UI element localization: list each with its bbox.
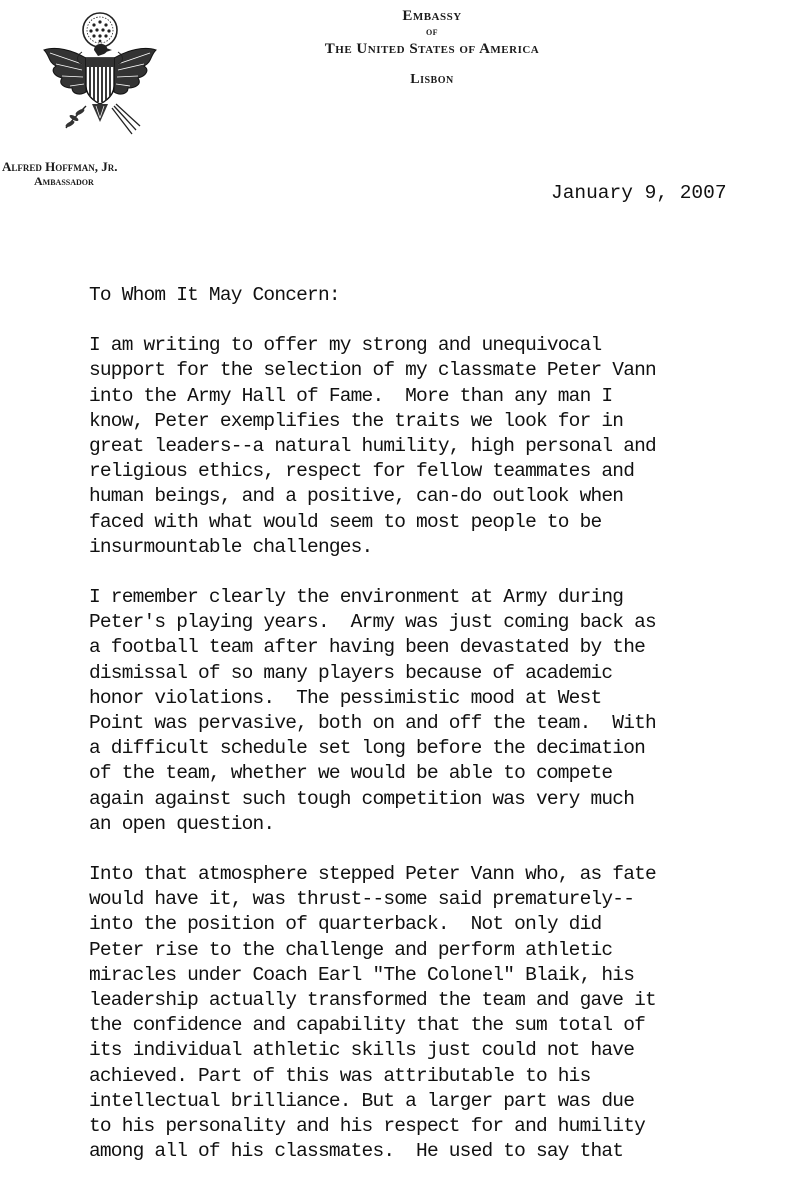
paragraph-line: intellectual brilliance. But a larger part was due (89, 1089, 635, 1112)
signer-block (0, 160, 210, 188)
signer-title: Ambassador (34, 174, 94, 188)
salutation: To Whom It May Concern: (89, 284, 340, 306)
paragraph-line: achieved. Part of this was attributable to his (89, 1064, 591, 1087)
paragraph-line: into the Army Hall of Fame. More than any man I (89, 384, 613, 407)
paragraph-line: into the position of quarterback. Not only did (89, 913, 602, 936)
paragraph-line: I am writing to offer my strong and unequivocal (89, 334, 602, 357)
great-seal-eagle-icon (36, 6, 162, 142)
paragraph-line: to his personality and his respect for and humility (89, 1115, 645, 1138)
letterhead-embassy: Embassy (402, 8, 462, 24)
paragraph-line: faced with what would seem to most people to be (89, 510, 602, 533)
paragraph-line: of the team, whether we would be able to compete (89, 762, 613, 785)
paragraph-line: an open question. (89, 812, 275, 835)
paragraph-line: human beings, and a positive, can-do outlook when (89, 485, 624, 508)
letterhead-of: of (425, 24, 439, 38)
paragraph-line: a football team after having been devastated by the (89, 636, 645, 659)
paragraph-line: honor violations. The pessimistic mood at West (89, 686, 602, 709)
paragraph-3 (89, 862, 789, 1164)
letter-body (89, 283, 789, 1190)
paragraph-line: Into that atmosphere stepped Peter Vann who, as fate (89, 863, 656, 886)
letterhead-country: The United States of America (324, 41, 540, 57)
paragraph-line: leadership actually transformed the team and gave it (89, 989, 656, 1012)
paragraph-line: Peter's playing years. Army was just coming back as (89, 611, 656, 634)
paragraph-line: would have it, was thrust--some said prematurely-- (89, 888, 635, 911)
paragraph-1 (89, 333, 789, 560)
paragraph-line: Point was pervasive, both on and off the team. With (89, 712, 656, 735)
paragraph-line: I remember clearly the environment at Army during (89, 586, 624, 609)
paragraph-line: dismissal of so many players because of academic (89, 661, 613, 684)
letter-date: January 9, 2007 (551, 182, 727, 204)
paragraph-line: again against such tough competition was very much (89, 787, 635, 810)
letterhead (252, 8, 612, 88)
paragraph-line: support for the selection of my classmate Peter Vann (89, 359, 656, 382)
paragraph-line: Peter rise to the challenge and perform athletic (89, 938, 613, 961)
paragraph-line: know, Peter exemplifies the traits we look for in (89, 409, 624, 432)
paragraph-line: religious ethics, respect for fellow teammates and (89, 460, 635, 483)
paragraph-line: miracles under Coach Earl "The Colonel" Blaik, his (89, 963, 635, 986)
letterhead-city: Lisbon (410, 72, 454, 87)
paragraph-2 (89, 585, 789, 837)
paragraph-line: among all of his classmates. He used to say that (89, 1140, 624, 1163)
paragraph-line: great leaders--a natural humility, high personal and (89, 435, 656, 458)
paragraph-line: insurmountable challenges. (89, 535, 373, 558)
paragraph-line: a difficult schedule set long before the decimation (89, 737, 645, 760)
paragraph-line: the confidence and capability that the sum total of (89, 1014, 645, 1037)
paragraph-line: its individual athletic skills just could not have (89, 1039, 635, 1062)
signer-name: Alfred Hoffman, Jr. (2, 159, 118, 174)
